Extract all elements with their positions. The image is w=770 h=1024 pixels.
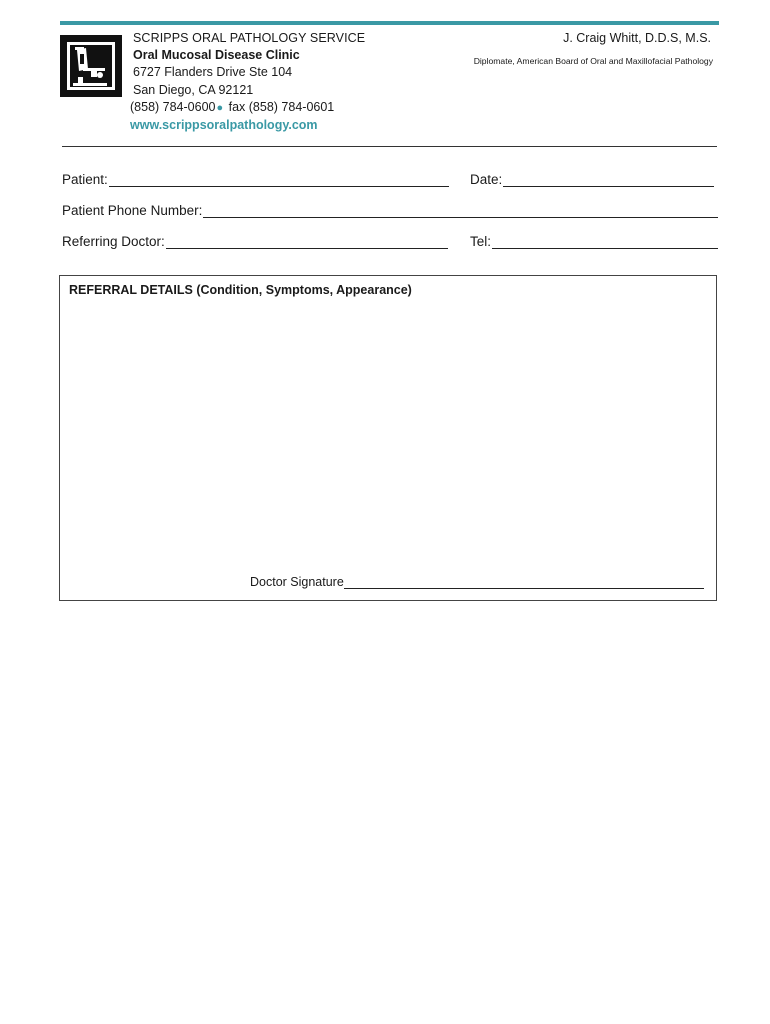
referring-doctor-input-line[interactable] <box>166 235 448 249</box>
patient-phone-field[interactable] <box>62 200 718 218</box>
header-divider <box>62 146 717 147</box>
referral-details-box[interactable] <box>59 275 717 601</box>
doctor-credentials: Diplomate, American Board of Oral and Maxillofacial Pathology <box>473 56 713 66</box>
tel-input-line[interactable] <box>492 235 718 249</box>
bullet-icon: ● <box>216 101 224 114</box>
doctor-signature-label: Doctor Signature <box>250 575 344 589</box>
patient-phone-input-line[interactable] <box>203 204 718 218</box>
website-link[interactable]: www.scrippsoralpathology.com <box>130 118 318 133</box>
patient-field[interactable] <box>62 169 449 187</box>
tel-label: Tel: <box>470 234 492 249</box>
doctor-name: J. Craig Whitt, D.D.S, M.S. <box>563 31 711 45</box>
patient-label: Patient: <box>62 172 108 187</box>
doctor-signature-line[interactable] <box>344 576 704 589</box>
clinic-info <box>130 30 366 134</box>
fax-number: fax (858) 784-0601 <box>228 99 335 114</box>
address-line-2: San Diego, CA 92121 <box>133 82 254 97</box>
referring-doctor-field[interactable] <box>62 231 448 249</box>
address-line-1: 6727 Flanders Drive Ste 104 <box>133 65 293 80</box>
org-name: SCRIPPS ORAL PATHOLOGY SERVICE <box>133 31 366 45</box>
date-input-line[interactable] <box>503 173 714 187</box>
phone-number: (858) 784-0600 <box>130 99 216 114</box>
phone-fax-line <box>130 99 365 117</box>
date-label: Date: <box>470 172 503 187</box>
header-accent-bar <box>60 21 719 25</box>
doctor-signature-field[interactable] <box>250 573 704 589</box>
doctor-info <box>474 30 713 66</box>
tel-field[interactable] <box>470 231 718 249</box>
patient-input-line[interactable] <box>109 173 449 187</box>
referring-doctor-label: Referring Doctor: <box>62 234 165 249</box>
clinic-name: Oral Mucosal Disease Clinic <box>133 48 300 63</box>
patient-phone-label: Patient Phone Number: <box>62 203 203 218</box>
referral-details-title: REFERRAL DETAILS (Condition, Symptoms, Appearance) <box>69 283 412 297</box>
date-field[interactable] <box>470 169 714 187</box>
microscope-icon <box>60 35 122 97</box>
